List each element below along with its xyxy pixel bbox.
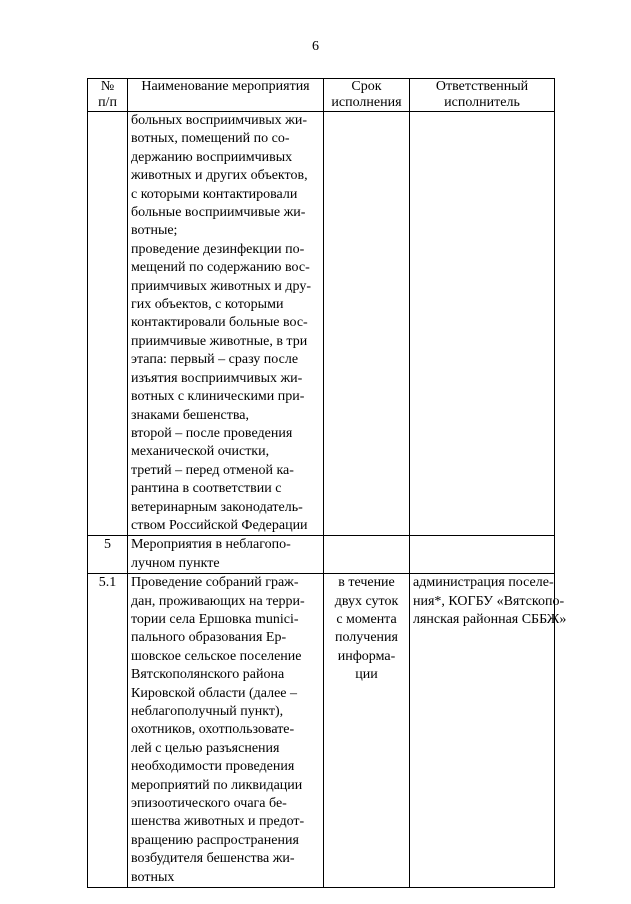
cell-term [324, 574, 410, 888]
cell-num [88, 112, 128, 536]
cell-name-line: лей с целью разъяснения [131, 740, 280, 756]
table-row [88, 112, 555, 536]
cell-term-line: с момента [336, 611, 397, 627]
cell-term-line: в течение [338, 575, 395, 591]
cell-name-line: вращению распространения [131, 832, 299, 848]
cell-resp [410, 574, 567, 888]
cell-num: 5.1 [88, 574, 128, 888]
cell-name-line: приимчивые животные, в три [131, 333, 308, 349]
cell-name-line: животных и других объектов, [131, 168, 308, 184]
cell-name-line: проведение дезинфекции по- [131, 241, 305, 257]
header-num [88, 79, 128, 112]
cell-name-line: больных восприимчивых жи- [131, 113, 307, 128]
cell-name-line: тории села Ершовка munici- [131, 611, 299, 627]
cell-name-line: гих объектов, с которыми [131, 297, 284, 313]
cell-name-line: приимчивых животных и дру- [131, 278, 311, 294]
cell-name-line: знаками бешенства, [131, 407, 250, 423]
cell-resp-line: ния*, КОГБУ «Вятскопо- [413, 593, 565, 609]
cell-name-line: третий – перед отменой ка- [131, 462, 294, 478]
header-term [324, 79, 410, 112]
cell-name [128, 112, 324, 536]
cell-name-line: вотные; [131, 223, 178, 239]
cell-name-line: вотных с клиническими при- [131, 389, 305, 405]
cell-resp [410, 112, 555, 536]
cell-name-line: необходимости проведения [131, 759, 295, 775]
cell-name-line: ством Российской Федерации [131, 517, 308, 533]
cell-name-line: эпизоотического очага бе- [131, 796, 287, 812]
cell-name-line: лучном пункте [131, 555, 220, 571]
cell-term [324, 536, 410, 574]
cell-name-line: изъятия восприимчивых жи- [131, 370, 303, 386]
cell-term-line: ции [355, 667, 378, 683]
page-number: 6 [312, 39, 319, 54]
cell-term-line: получения [335, 630, 398, 646]
cell-name-line: второй – после проведения [131, 425, 293, 441]
cell-name [128, 536, 324, 574]
cell-name-line: возбудителя бешенства жи- [131, 851, 295, 867]
cell-name-line: вотных [131, 869, 175, 885]
cell-name-line: держанию восприимчивых [131, 149, 293, 165]
cell-name-line: этапа: первый – сразу после [131, 352, 299, 368]
cell-name-line: ветеринарным законодатель- [131, 499, 303, 515]
cell-term-line: информа- [337, 648, 396, 664]
cell-name-line: Мероприятия в неблагопо- [131, 537, 291, 553]
cell-name-line: с которыми контактировали [131, 186, 298, 202]
cell-resp-line: администрация поселе- [413, 575, 554, 591]
cell-name [128, 574, 324, 888]
header-resp-line-2: исполнитель [444, 95, 520, 110]
cell-name-line: шенства животных и предот- [131, 814, 305, 830]
cell-name-line: шовское сельское поселение [131, 648, 302, 664]
cell-name-line: охотников, охотпользовате- [131, 722, 295, 738]
cell-name-line: Вятскополянского района [131, 667, 285, 683]
header-term-line-2: исполнения [331, 95, 402, 110]
cell-name-line: дан, проживающих на терри- [131, 593, 305, 609]
table-row [88, 574, 555, 888]
cell-term [324, 112, 410, 536]
cell-resp-line: лянская районная СББЖ» [413, 611, 567, 627]
cell-name-line: Проведение собраний граж- [131, 575, 299, 591]
cell-name-line: рантина в соответствии с [131, 481, 282, 497]
cell-name-line: вотных, помещений по со- [131, 131, 290, 147]
cell-name-line: контактировали больные вос- [131, 315, 308, 331]
cell-name-line: механической очистки, [131, 444, 270, 460]
cell-term-line: двух суток [334, 593, 399, 609]
measures-table [87, 78, 567, 888]
header-name [128, 79, 324, 112]
cell-name-line: больные восприимчивые жи- [131, 205, 306, 221]
header-name-line-1: Наименование мероприятия [141, 79, 310, 94]
table-header-row [88, 79, 555, 112]
cell-resp [410, 536, 555, 574]
cell-name-line: неблагополучный пункт), [131, 704, 284, 719]
header-num-line-2: п/п [98, 95, 117, 110]
header-resp-line-1: Ответственный [435, 79, 529, 94]
cell-name-line: мещений по содержанию вос- [131, 260, 310, 276]
cell-name-line: пального образования Ер- [131, 630, 287, 646]
table-row [88, 536, 555, 574]
header-resp [410, 79, 555, 112]
header-term-line-1: Срок [351, 79, 382, 94]
cell-name-line: Кировской области (далее – [131, 685, 297, 701]
cell-num: 5 [88, 536, 128, 574]
header-num-line-1: № [100, 79, 115, 94]
cell-name-line: мероприятий по ликвидации [131, 777, 303, 793]
